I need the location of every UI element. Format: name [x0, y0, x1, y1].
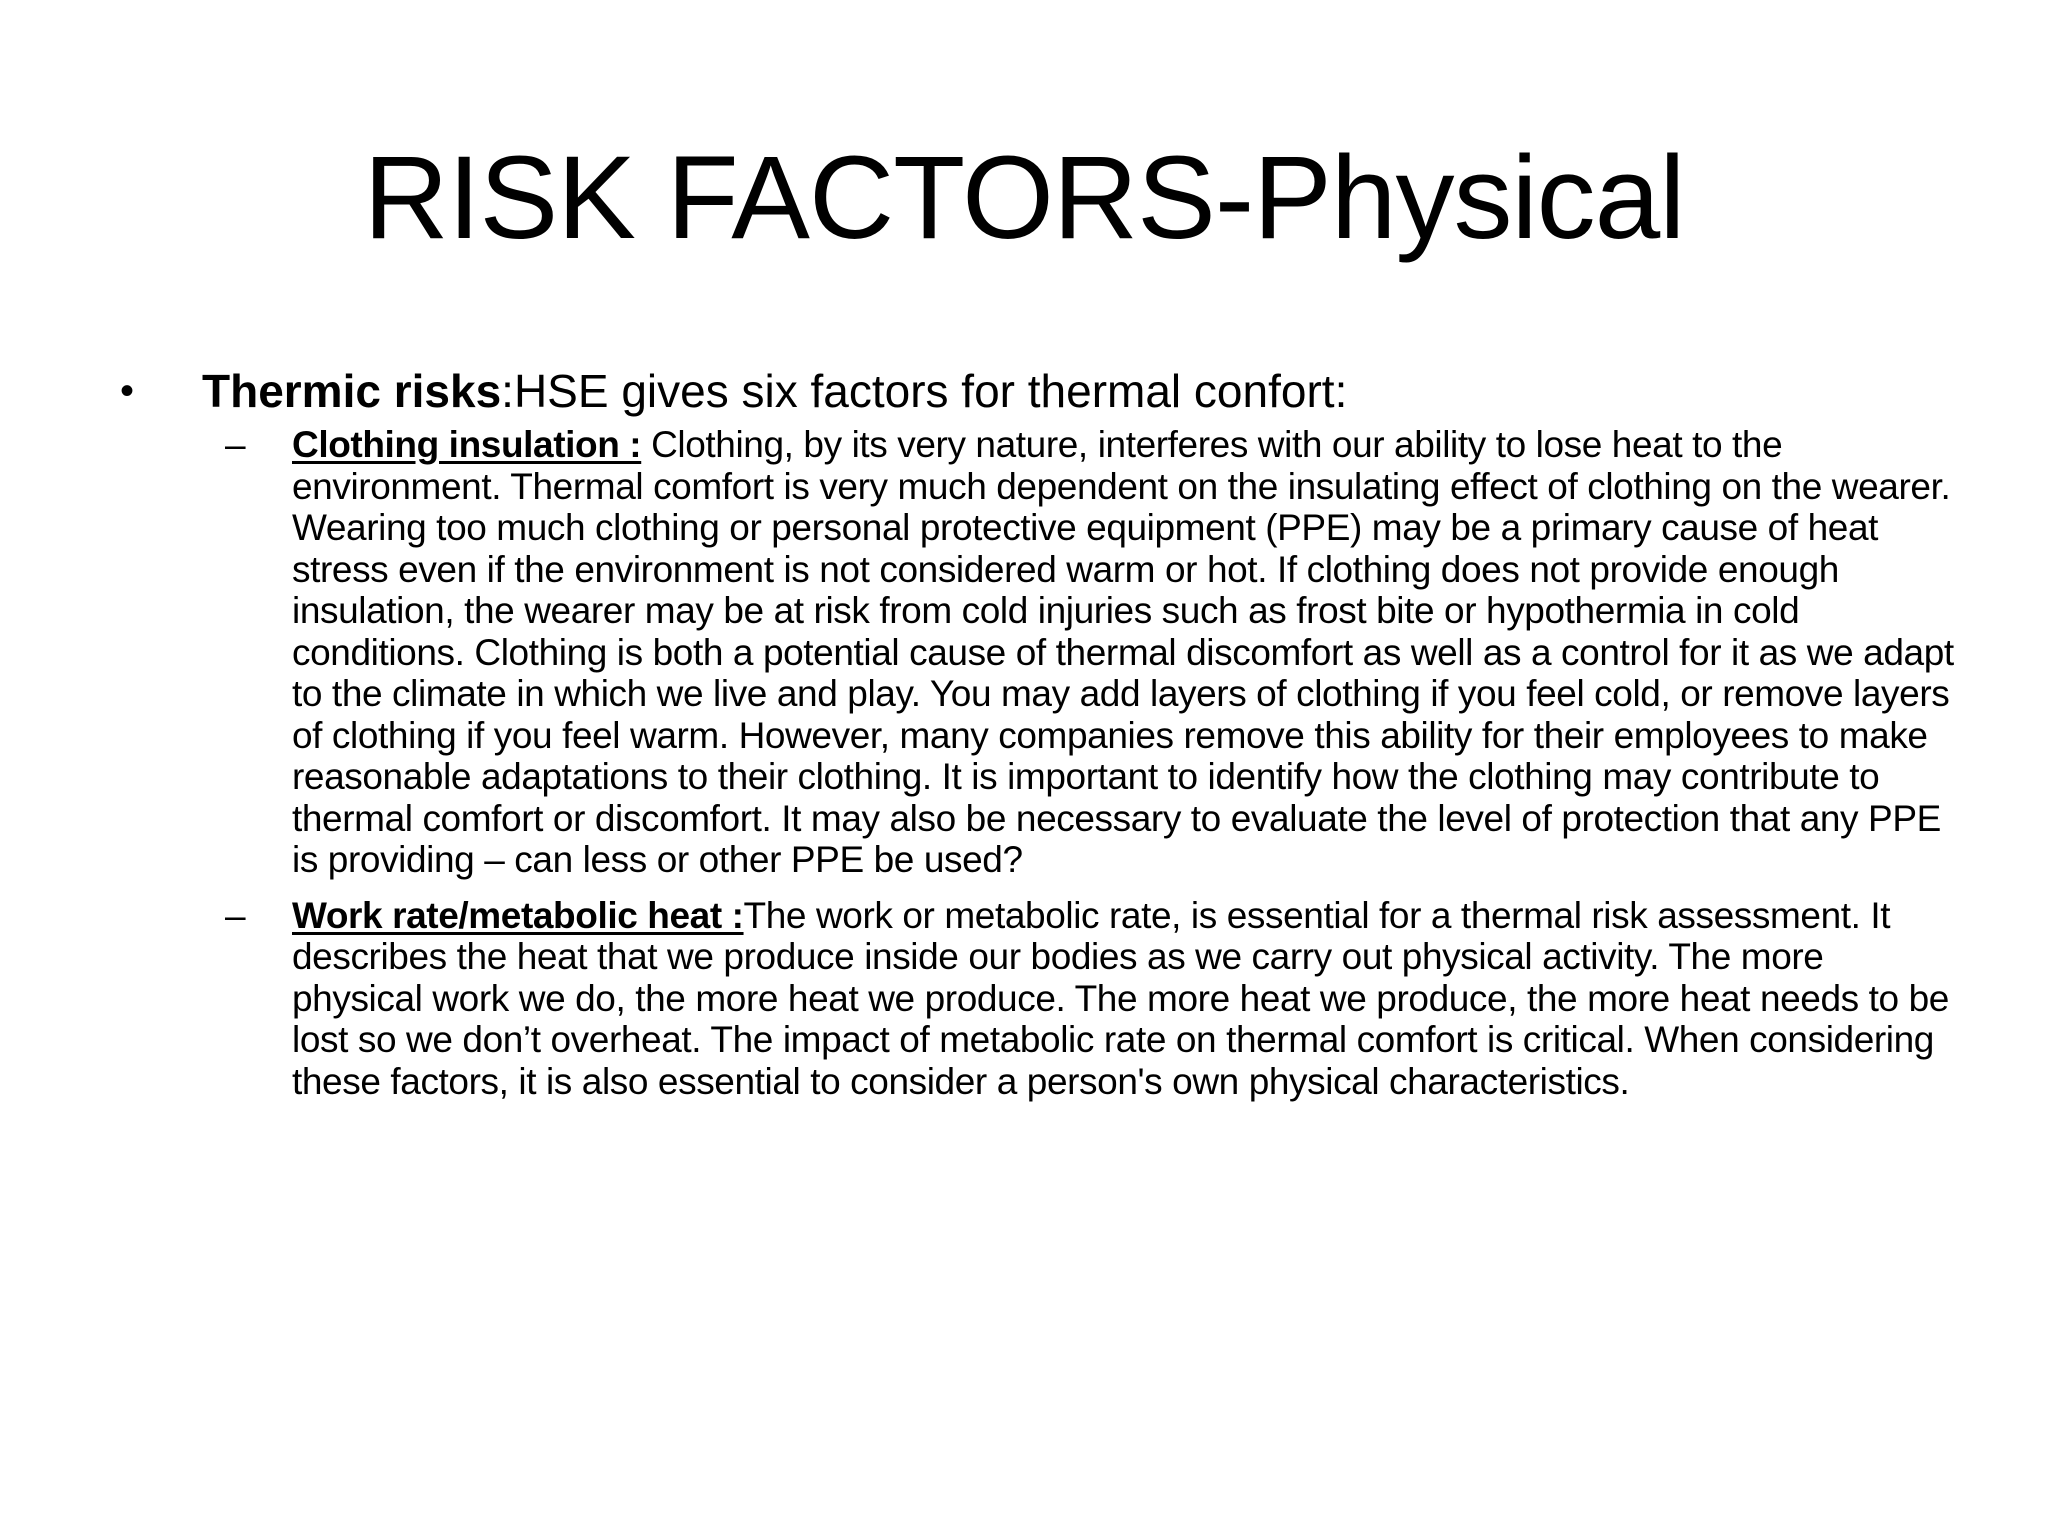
sub-item-heading: Work rate/metabolic heat :: [292, 894, 744, 936]
sub-item-body: The work or metabolic rate, is essential for a thermal risk assessment. It describes the heat that we produce inside our bodies as we carry out physical activity. The more physical work we do, the more heat we produce. The more heat we produce, the more heat needs to be lost so we don’t overheat. The impact of metabolic rate on thermal comfort is critical. When considering these factors, it is also essential to consider a person's own physical characteristics.: [292, 894, 1949, 1102]
bullet-body: :HSE gives six factors for thermal confort:: [501, 365, 1348, 417]
sub-item-body: Clothing, by its very nature, interferes with our ability to lose heat to the environment. Thermal comfort is very much dependent on the insulating effect of clothing on the wearer. Wearing too much clothing or personal protective equipment (PPE) may be a primary cause of heat stress even if the environment is not considered warm or hot. If clothing does not provide enough insulation, the wearer may be at risk from cold injuries such as frost bite or hypothermia in cold conditions. Clothing is both a potential cause of thermal discomfort as well as a control for it as we adapt to the climate in which we live and play. You may add layers of clothing if you feel cold, or remove layers of clothing if you feel warm. However, many companies remove this ability for their employees to make reasonable adaptations to their clothing. It is important to identify how the clothing may contribute to thermal comfort or discomfort. It may also be necessary to evaluate the level of protection that any PPE is providing – can less or other PPE be used?: [292, 424, 1954, 880]
bullet-marker: •: [120, 369, 135, 413]
sub-bullet-list: [120, 424, 1960, 1102]
slide-body: [120, 362, 1960, 1116]
sub-bullet-marker: –: [225, 894, 246, 936]
bullet-item-thermic-risks: [120, 362, 1960, 420]
sub-item-work-rate: [120, 895, 1960, 1103]
sub-item-clothing-insulation: [120, 424, 1960, 881]
sub-bullet-marker: –: [225, 424, 246, 465]
sub-item-heading: Clothing insulation :: [292, 424, 642, 465]
bullet-heading: Thermic risks: [202, 365, 502, 417]
bullet-text: [202, 365, 1347, 417]
slide-title: RISK FACTORS-Physical: [363, 132, 1685, 264]
